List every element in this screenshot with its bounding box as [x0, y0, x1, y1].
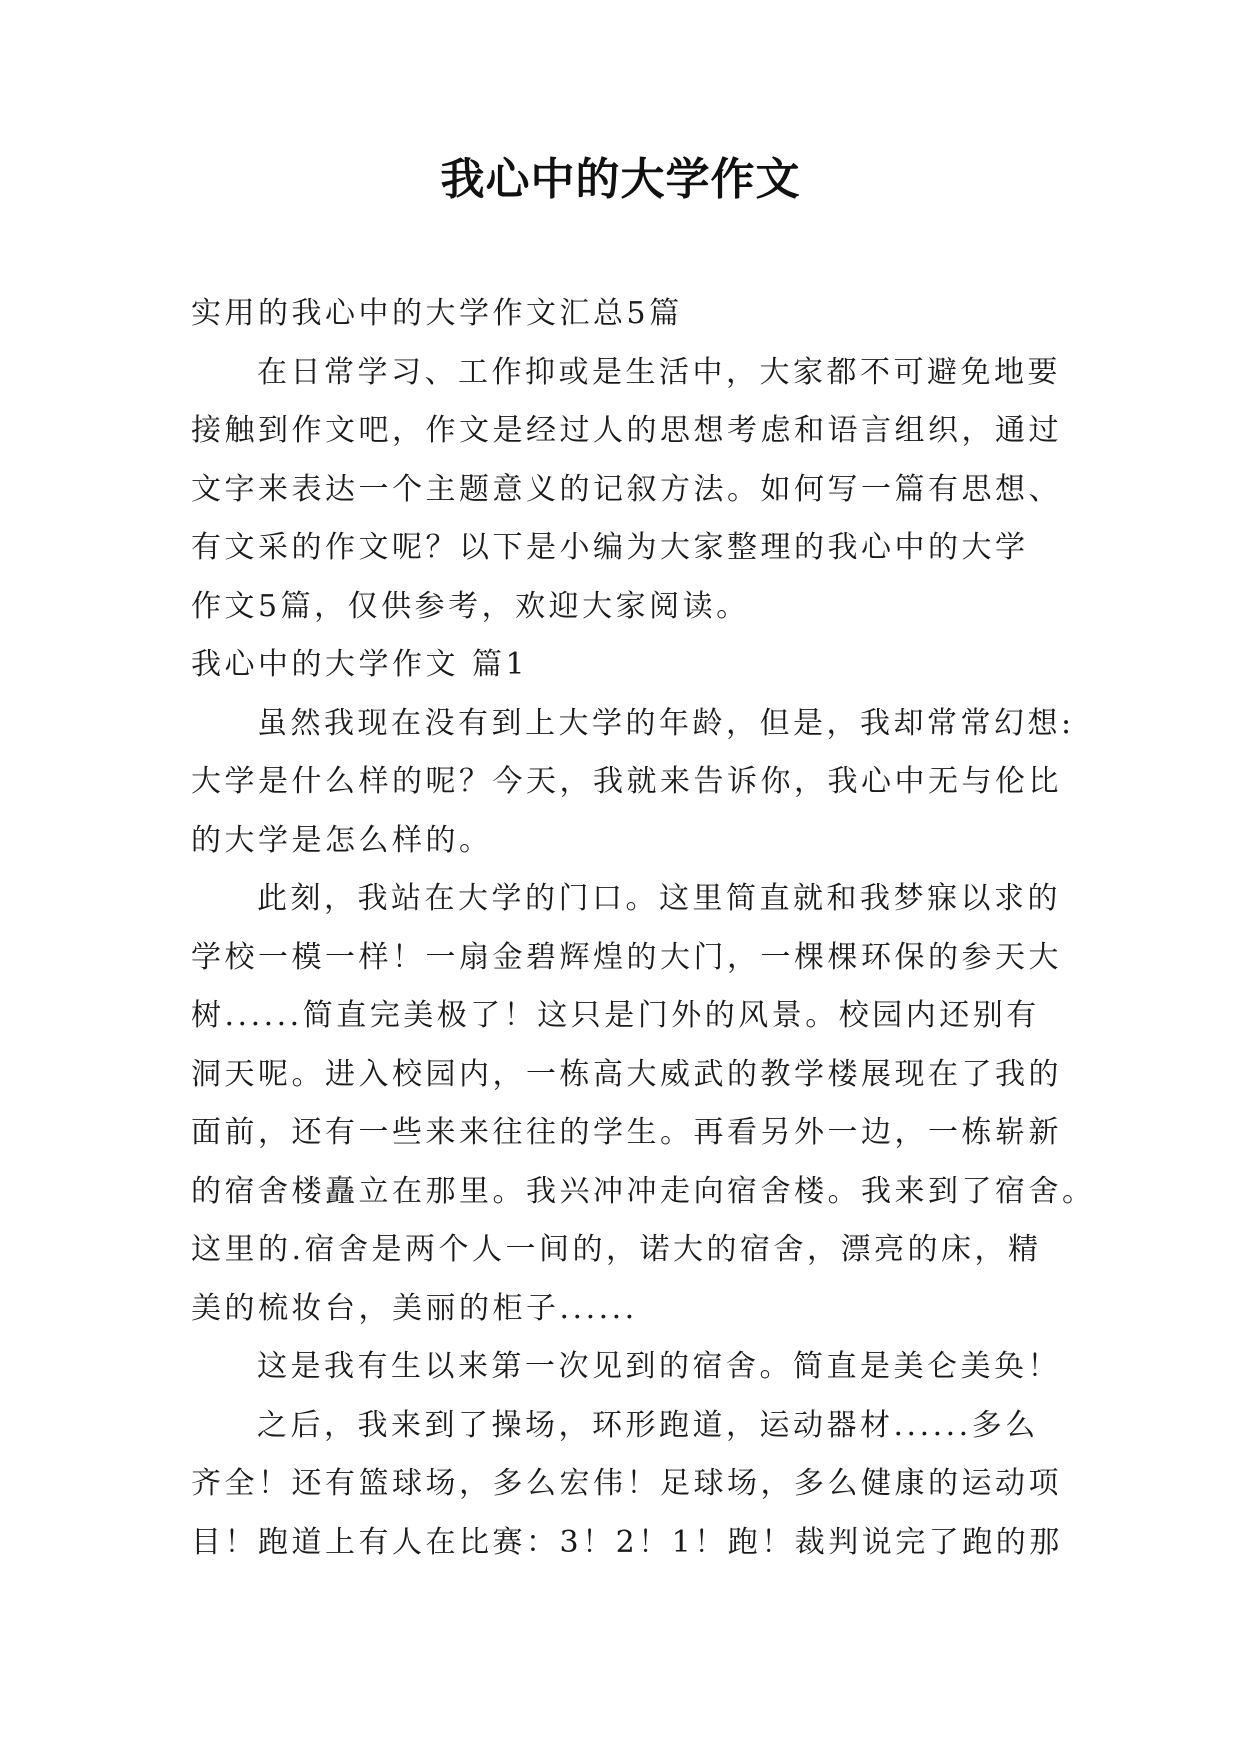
- paragraph-line: 在日常学习、工作抑或是生活中，大家都不可避免地要: [257, 354, 1061, 390]
- paragraph-line: 文字来表达一个主题意义的记叙方法。如何写一篇有思想、: [191, 471, 1062, 507]
- paragraph-line: 洞天呢。进入校园内，一栋高大威武的教学楼展现在了我的: [191, 1056, 1062, 1092]
- paragraph-line: 有文采的作文呢？以下是小编为大家整理的我心中的大学: [191, 530, 1029, 565]
- paragraph-line: 接触到作文吧，作文是经过人的思想考虑和语言组织，通过: [191, 413, 1062, 448]
- paragraph-line: 大学是什么样的呢？今天，我就来告诉你，我心中无与伦比: [191, 764, 1062, 799]
- section-heading: 我心中的大学作文 篇1: [191, 647, 529, 682]
- paragraph-line: 这里的.宿舍是两个人一间的，诺大的宿舍，漂亮的床，精: [191, 1232, 1042, 1267]
- paragraph-line: 此刻，我站在大学的门口。这里简直就和我梦寐以求的: [257, 881, 1061, 916]
- document-title: 我心中的大学作文: [440, 154, 801, 205]
- paragraph-line: 齐全！还有篮球场，多么宏伟！足球场，多么健康的运动项: [191, 1466, 1062, 1501]
- paragraph-line: 学校一模一样！一扇金碧辉煌的大门，一棵棵环保的参天大: [191, 939, 1062, 975]
- document-body: [191, 285, 1096, 1572]
- paragraph-line: 之后，我来到了操场，环形跑道，运动器材......多么: [257, 1407, 1039, 1443]
- paragraph-line: 目！跑道上有人在比赛：3！2！1！跑！裁判说完了跑的那: [191, 1524, 1063, 1560]
- paragraph-line: 这是我有生以来第一次见到的宿舍。简直是美仑美奂！: [257, 1349, 1061, 1384]
- paragraph-line: 面前，还有一些来来往往的学生。再看另外一边，一栋崭新: [191, 1115, 1062, 1150]
- paragraph-line: 的宿舍楼矗立在那里。我兴冲冲走向宿舍楼。我来到了宿舍。: [191, 1173, 1096, 1209]
- paragraph-line: 虽然我现在没有到上大学的年龄，但是，我却常常幻想:: [257, 705, 1075, 741]
- paragraph-line: 树......简直完美极了！这只是门外的风景。校园内还别有: [191, 998, 1040, 1033]
- document-subtitle: 实用的我心中的大学作文汇总5篇: [191, 296, 683, 331]
- paragraph-line: 的大学是怎么样的。: [191, 822, 493, 858]
- paragraph-line: 作文5篇，仅供参考，欢迎大家阅读。: [191, 588, 750, 624]
- paragraph-line: 美的梳妆台，美丽的柜子......: [191, 1290, 638, 1326]
